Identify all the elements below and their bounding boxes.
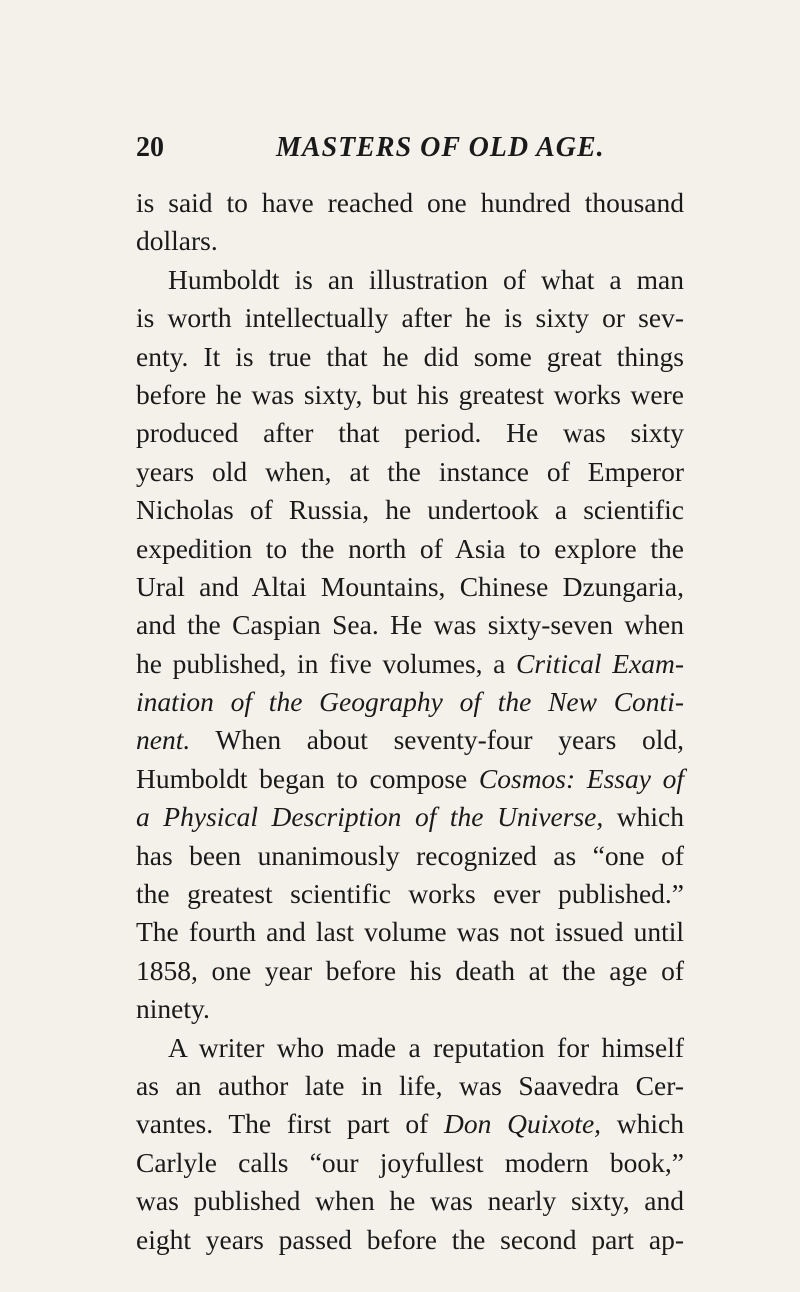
- text-run: dollars.: [136, 225, 218, 257]
- text-line: [136, 261, 684, 299]
- text-line: [136, 683, 684, 721]
- text-line: [136, 299, 684, 337]
- text-line: [136, 414, 684, 452]
- text-run: he published, in five volumes, a: [136, 647, 517, 679]
- text-line: [136, 530, 684, 568]
- text-line: [136, 568, 684, 606]
- text-line: [136, 222, 684, 260]
- text-run: Carlyle calls “our joyfullest modern book,”: [136, 1146, 684, 1178]
- text-line: [136, 1182, 684, 1220]
- text-run: The fourth and last volume was not issued until: [136, 916, 684, 948]
- text-run: Humboldt began to compose: [136, 762, 479, 794]
- text-run: and the Caspian Sea. He was sixty-seven when: [136, 609, 684, 641]
- running-title: MASTERS OF OLD AGE.: [276, 132, 605, 163]
- text-line: [136, 952, 684, 990]
- text-run: expedition to the north of Asia to explore the: [136, 532, 684, 564]
- text-line: [136, 184, 684, 222]
- text-line: [136, 338, 684, 376]
- text-line: [136, 1029, 684, 1067]
- running-head: [136, 130, 696, 170]
- text-line: [136, 645, 684, 683]
- text-line: [136, 606, 684, 644]
- text-run: Ural and Altai Mountains, Chinese Dzungaria,: [136, 570, 684, 602]
- text-line: [136, 491, 684, 529]
- text-line: [136, 760, 684, 798]
- text-run: vantes. The first part of: [136, 1108, 445, 1140]
- text-run: as an author late in life, was Saavedra Cer-: [136, 1069, 684, 1101]
- text-run: was published when he was nearly sixty, and: [136, 1185, 684, 1217]
- text-run: years old when, at the instance of Emperor: [136, 455, 684, 487]
- text-line: [136, 837, 684, 875]
- text-line: [136, 798, 684, 836]
- text-run: has been unanimously recognized as “one of: [136, 839, 684, 871]
- text-run: enty. It is true that he did some great things: [136, 340, 684, 372]
- text-line: [136, 453, 684, 491]
- text-line: [136, 913, 684, 951]
- text-run: Humboldt is an illustration of what a man: [168, 263, 684, 295]
- page-number: 20: [136, 132, 164, 163]
- text-run: before he was sixty, but his greatest works were: [136, 378, 684, 410]
- italic-title-text: nent.: [136, 724, 191, 756]
- text-run: which: [601, 1108, 684, 1140]
- text-run: Nicholas of Russia, he undertook a scientific: [136, 494, 684, 526]
- text-line: [136, 376, 684, 414]
- text-line: [136, 721, 684, 759]
- italic-title-text: a Physical Description of the Universe,: [136, 801, 604, 833]
- text-line: [136, 1105, 684, 1143]
- italic-title-text: ination of the Geography of the New Conti-: [136, 686, 684, 718]
- text-run: is worth intellectually after he is sixty or sev-: [136, 302, 684, 334]
- text-line: [136, 875, 684, 913]
- text-run: the greatest scientific works ever published.”: [136, 878, 684, 910]
- text-run: is said to have reached one hundred thousand: [136, 187, 684, 218]
- italic-title-text: Critical Exam-: [516, 647, 684, 679]
- text-run: produced after that period. He was sixty: [136, 417, 684, 449]
- text-line: [136, 1067, 684, 1105]
- text-line: [136, 1144, 684, 1182]
- italic-title-text: Don Quixote,: [444, 1108, 602, 1140]
- text-run: which: [603, 801, 685, 833]
- text-run: When about seventy-four years old,: [190, 724, 684, 756]
- italic-title-text: Cosmos: Essay of: [478, 762, 684, 794]
- text-run: ninety.: [136, 993, 210, 1025]
- text-line: [136, 1221, 684, 1259]
- text-run: 1858, one year before his death at the age of: [136, 954, 684, 986]
- text-run: A writer who made a reputation for himself: [168, 1031, 684, 1063]
- text-line: [136, 990, 684, 1028]
- text-run: eight years passed before the second part ap-: [136, 1223, 684, 1255]
- body-text: [136, 184, 684, 1259]
